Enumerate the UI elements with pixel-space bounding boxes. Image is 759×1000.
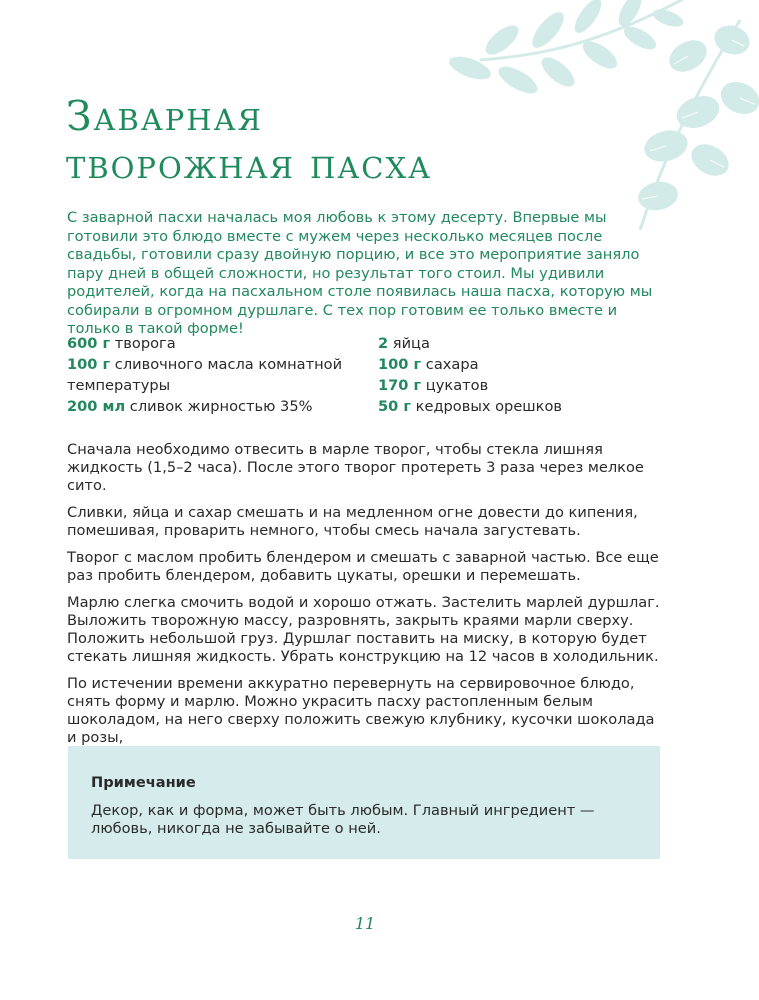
ingredient-quantity: 600 г <box>67 335 111 352</box>
ingredient-name: кедровых орешков <box>411 398 562 415</box>
ingredient-quantity: 100 г <box>67 356 111 373</box>
recipe-step: Сливки, яйца и сахар смешать и на медленном огне довести до кипения, помешивая, проварить немного, чтобы смесь начала загустевать. <box>67 504 638 539</box>
ingredient-name: сливочного масла комнатной температуры <box>67 356 343 394</box>
ingredient-quantity: 100 г <box>378 356 422 373</box>
recipe-title-line-2: творожная пасха <box>66 140 433 188</box>
recipe-steps <box>67 441 667 756</box>
recipe-step: Марлю слегка смочить водой и хорошо отжать. Застелить марлей дуршлаг. Выложить творожную массу, разровнять, закрыть краями марли сверху. Положить небольшой груз. Дуршлаг поставить на миску, в которую будет стекать лишняя жидкость. Убрать конструкцию на 12 часов в холодильник. <box>67 594 660 665</box>
ingredient-quantity: 200 мл <box>67 398 126 415</box>
ingredient-item <box>67 333 367 354</box>
ingredient-item <box>67 396 367 417</box>
note-title: Примечание <box>91 774 196 791</box>
ingredient-item <box>378 333 658 354</box>
ingredient-name: яйца <box>388 335 430 352</box>
ingredient-name: творога <box>110 335 176 352</box>
ingredients-column-right <box>378 333 658 417</box>
ingredients-column-left <box>67 333 367 417</box>
recipe-step: Сначала необходимо отвесить в марле творог, чтобы стекла лишняя жидкость (1,5–2 часа). После этого творог протереть 3 раза через мелкое сито. <box>67 441 644 494</box>
recipe-step: По истечении времени аккуратно перевернуть на сервировочное блюдо, снять форму и марлю. Можно украсить пасху растопленным белым шоколадом, на него сверху положить свежую клубнику, кусочки шоколада и розы, <box>67 675 655 746</box>
ingredient-quantity: 170 г <box>378 377 422 394</box>
ingredient-quantity: 2 <box>378 335 389 352</box>
recipe-title-line-1: Заварная <box>66 92 263 140</box>
ingredient-item <box>378 354 658 375</box>
recipe-step: Творог с маслом пробить блендером и смешать с заварной частью. Все еще раз пробить блендером, добавить цукаты, орешки и перемешать. <box>67 549 659 584</box>
ingredient-item <box>67 354 367 396</box>
note-box <box>68 746 660 859</box>
ingredient-item <box>378 396 658 417</box>
ingredient-name: сахара <box>421 356 479 373</box>
ingredient-item <box>378 375 658 396</box>
ingredient-name: сливок жирностью 35% <box>125 398 313 415</box>
recipe-intro: С заварной пасхи началась моя любовь к этому десерту. Впервые мы готовили это блюдо вместе с мужем через несколько месяцев после свадьбы, готовили сразу двойную порцию, и все это мероприятие заняло пару дней в общей сложности, но результат того стоил. Мы удивили родителей, когда на пасхальном столе появилась наша пасха, которую мы собирали в огромном дуршлаге. С тех пор готовим ее только вместе и только в такой форме! <box>67 209 653 337</box>
ingredient-quantity: 50 г <box>378 398 412 415</box>
note-text: Декор, как и форма, может быть любым. Главный ингредиент — любовь, никогда не забывайте о ней. <box>91 802 595 837</box>
ingredient-name: цукатов <box>421 377 489 394</box>
page-number: 11 <box>354 914 376 933</box>
recipe-title <box>66 92 432 188</box>
leaf-branch-icon <box>440 0 759 230</box>
